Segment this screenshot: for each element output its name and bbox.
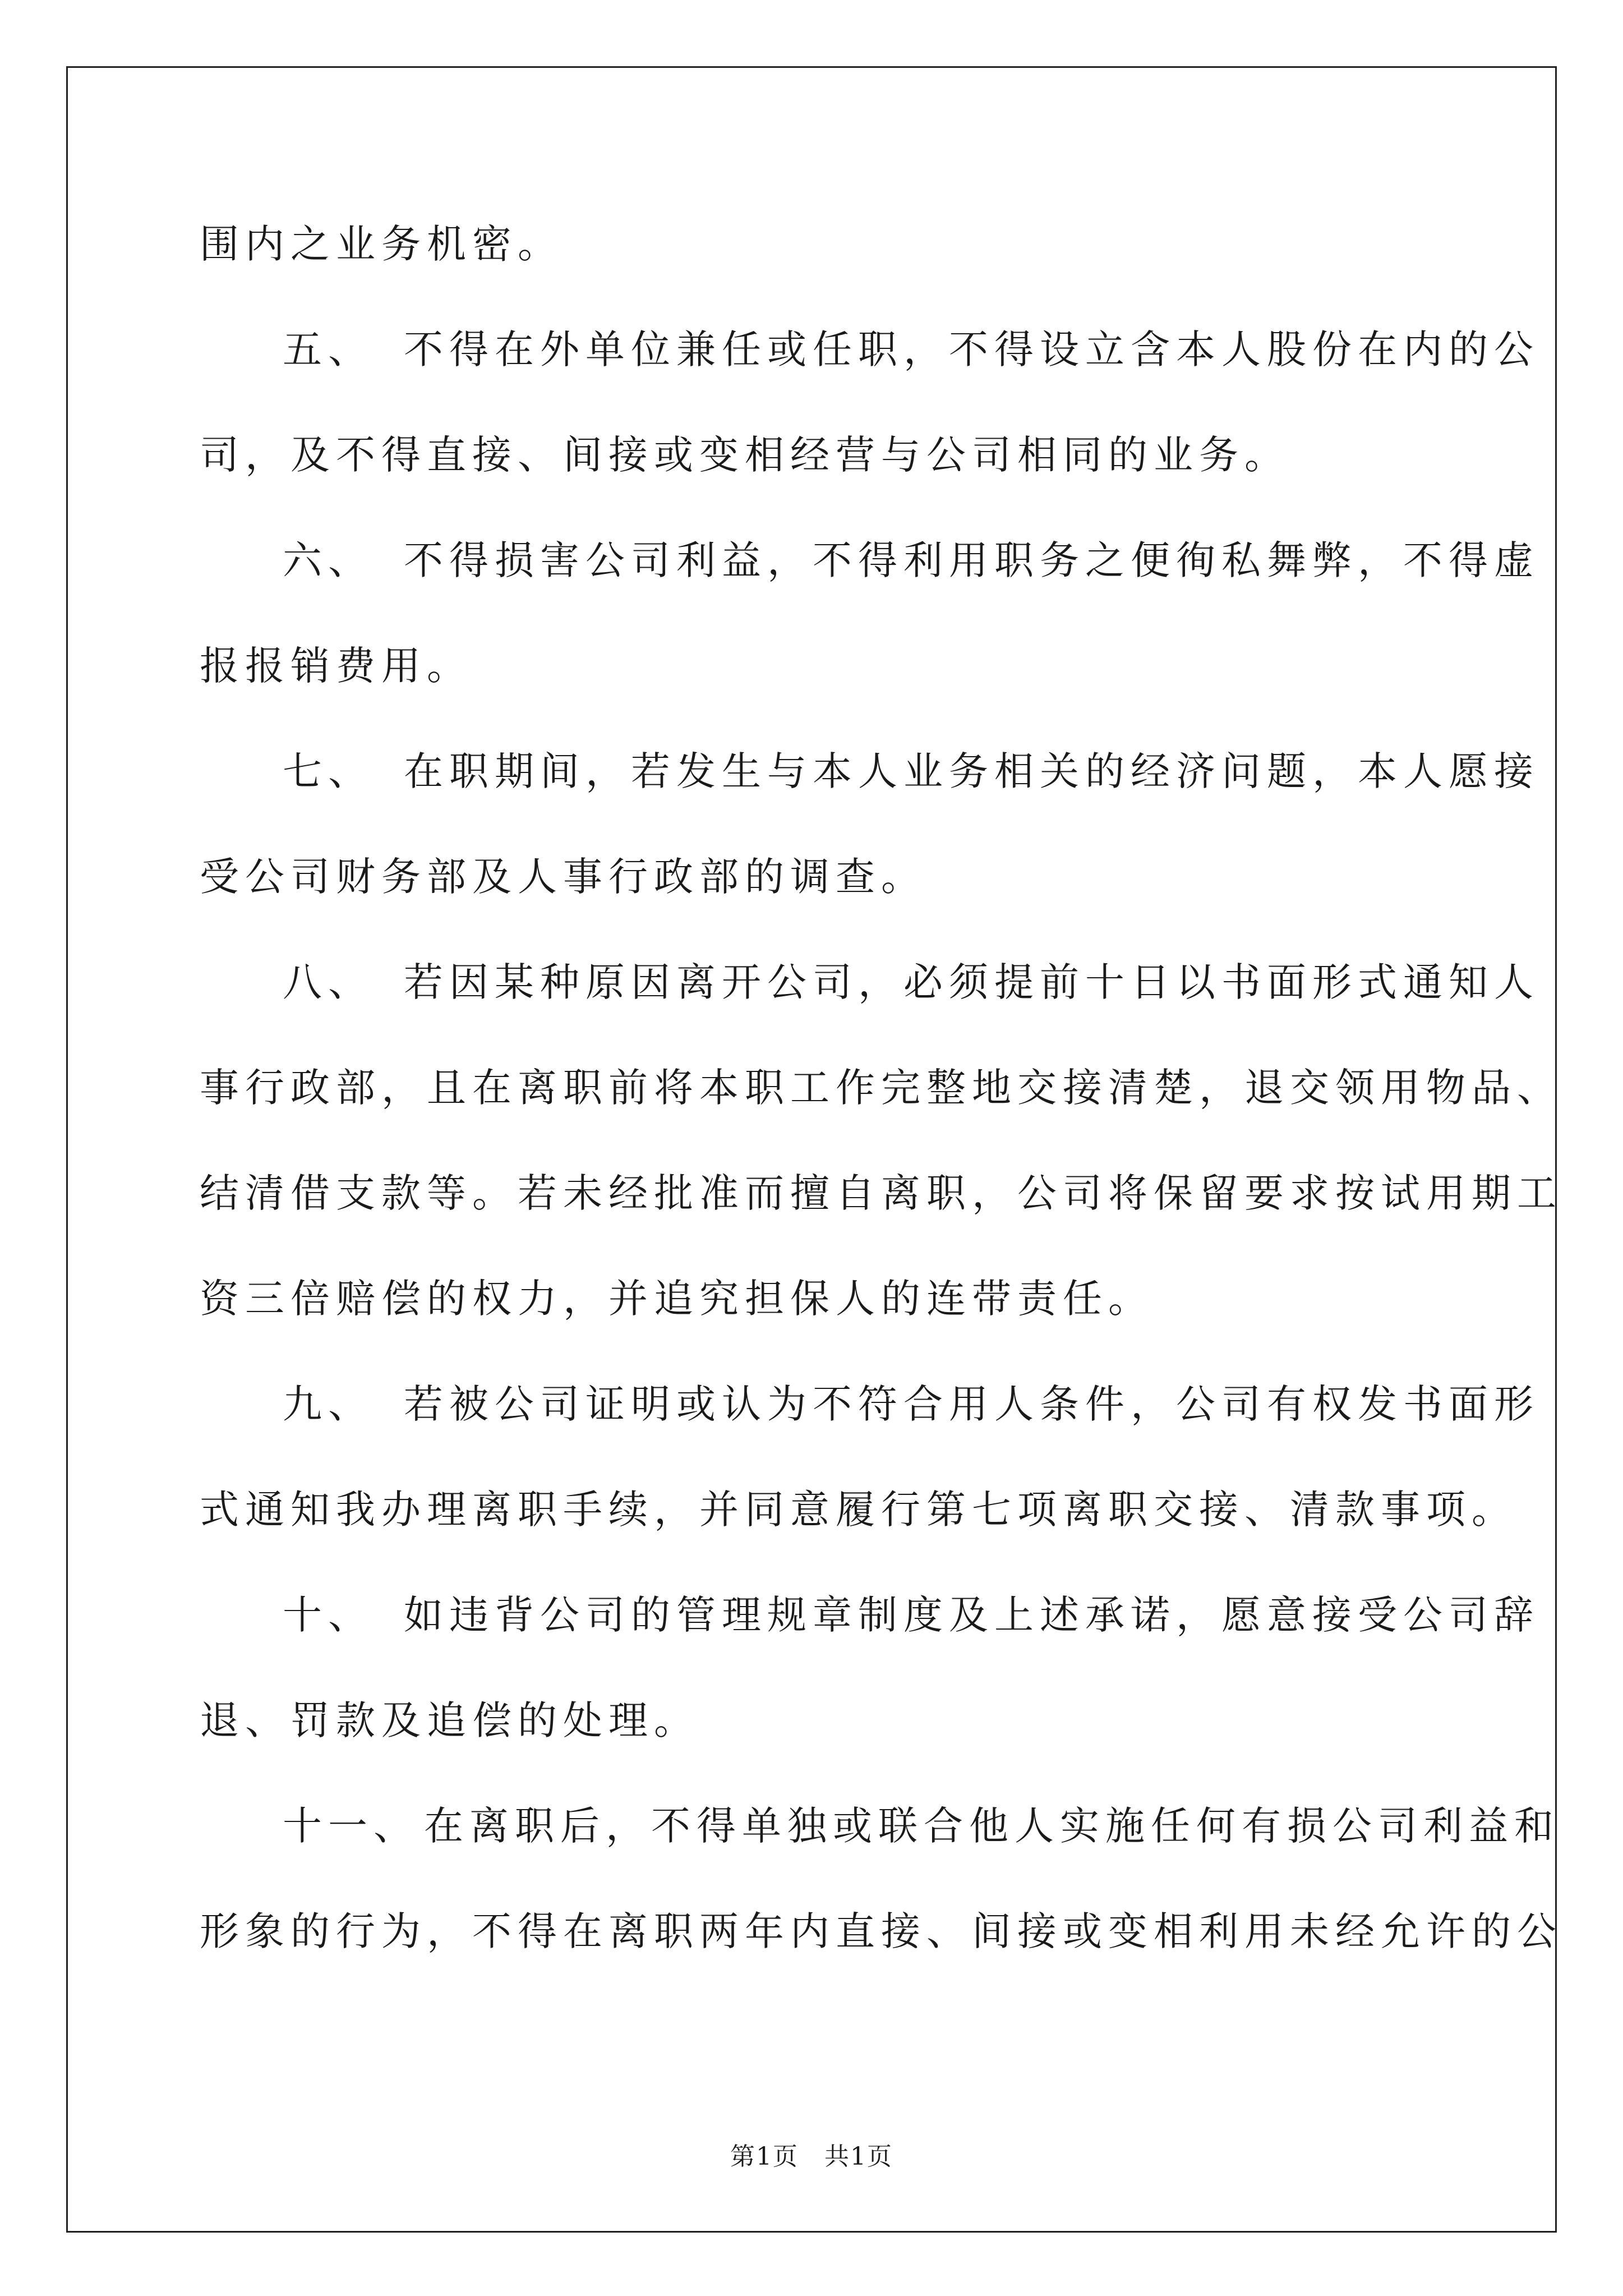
- text-line: 资三倍赔偿的权力，并追究担保人的连带责任。: [200, 1276, 1154, 1322]
- clause-7: [200, 748, 1539, 900]
- text-line: 若因某种原因离开公司，必须提前十日以书面形式通知人: [404, 959, 1539, 1005]
- text-line: 在职期间，若发生与本人业务相关的经济问题，本人愿接: [404, 748, 1539, 794]
- clause-number: 五、: [283, 326, 374, 372]
- text-line: 退、罚款及追偿的处理。: [200, 1697, 699, 1743]
- page-total: 共1页: [824, 2142, 893, 2171]
- page-footer: [0, 2136, 1623, 2172]
- clause-5: [200, 326, 1539, 478]
- text-line: 如违背公司的管理规章制度及上述承诺，愿意接受公司辞: [404, 1592, 1539, 1638]
- text-line: 在离职后，不得单独或联合他人实施任何有损公司利益和: [424, 1803, 1560, 1849]
- text-line: 式通知我办理离职手续，并同意履行第七项离职交接、清款事项。: [200, 1487, 1517, 1533]
- text-line: 不得损害公司利益，不得利用职务之便徇私舞弊，不得虚: [404, 537, 1539, 583]
- text-line: 事行政部，且在离职前将本职工作完整地交接清楚，退交领用物品、: [200, 1065, 1562, 1111]
- clause-9: [200, 1381, 1539, 1533]
- clause-number: 九、: [283, 1381, 374, 1427]
- text-line: 司，及不得直接、间接或变相经营与公司相同的业务。: [200, 432, 1290, 478]
- clause-8: [200, 959, 1562, 1322]
- clause-6: [200, 537, 1539, 689]
- clause-number: 七、: [283, 748, 374, 794]
- text-line: 报报销费用。: [200, 643, 472, 689]
- document-body: [200, 221, 1562, 2017]
- clause-11: [200, 1803, 1562, 1954]
- text-line: 不得在外单位兼任或任职，不得设立含本人股份在内的公: [404, 326, 1539, 372]
- text-line: 形象的行为，不得在离职两年内直接、间接或变相利用未经允许的公: [200, 1908, 1562, 1954]
- text-line: 围内之业务机密。: [200, 221, 563, 267]
- text-line: 受公司财务部及人事行政部的调查。: [200, 854, 926, 900]
- clause-10: [200, 1592, 1539, 1743]
- text-line: 结清借支款等。若未经批准而擅自离职，公司将保留要求按试用期工: [200, 1170, 1562, 1216]
- clause-number: 十一、: [283, 1803, 419, 1849]
- clause-number: 八、: [283, 959, 374, 1005]
- text-line: 若被公司证明或认为不符合用人条件，公司有权发书面形: [404, 1381, 1539, 1427]
- clause-number: 十、: [283, 1592, 374, 1638]
- clause-number: 六、: [283, 537, 374, 583]
- page-number: 第1页: [730, 2142, 799, 2171]
- paragraph-continuation: [200, 221, 1436, 267]
